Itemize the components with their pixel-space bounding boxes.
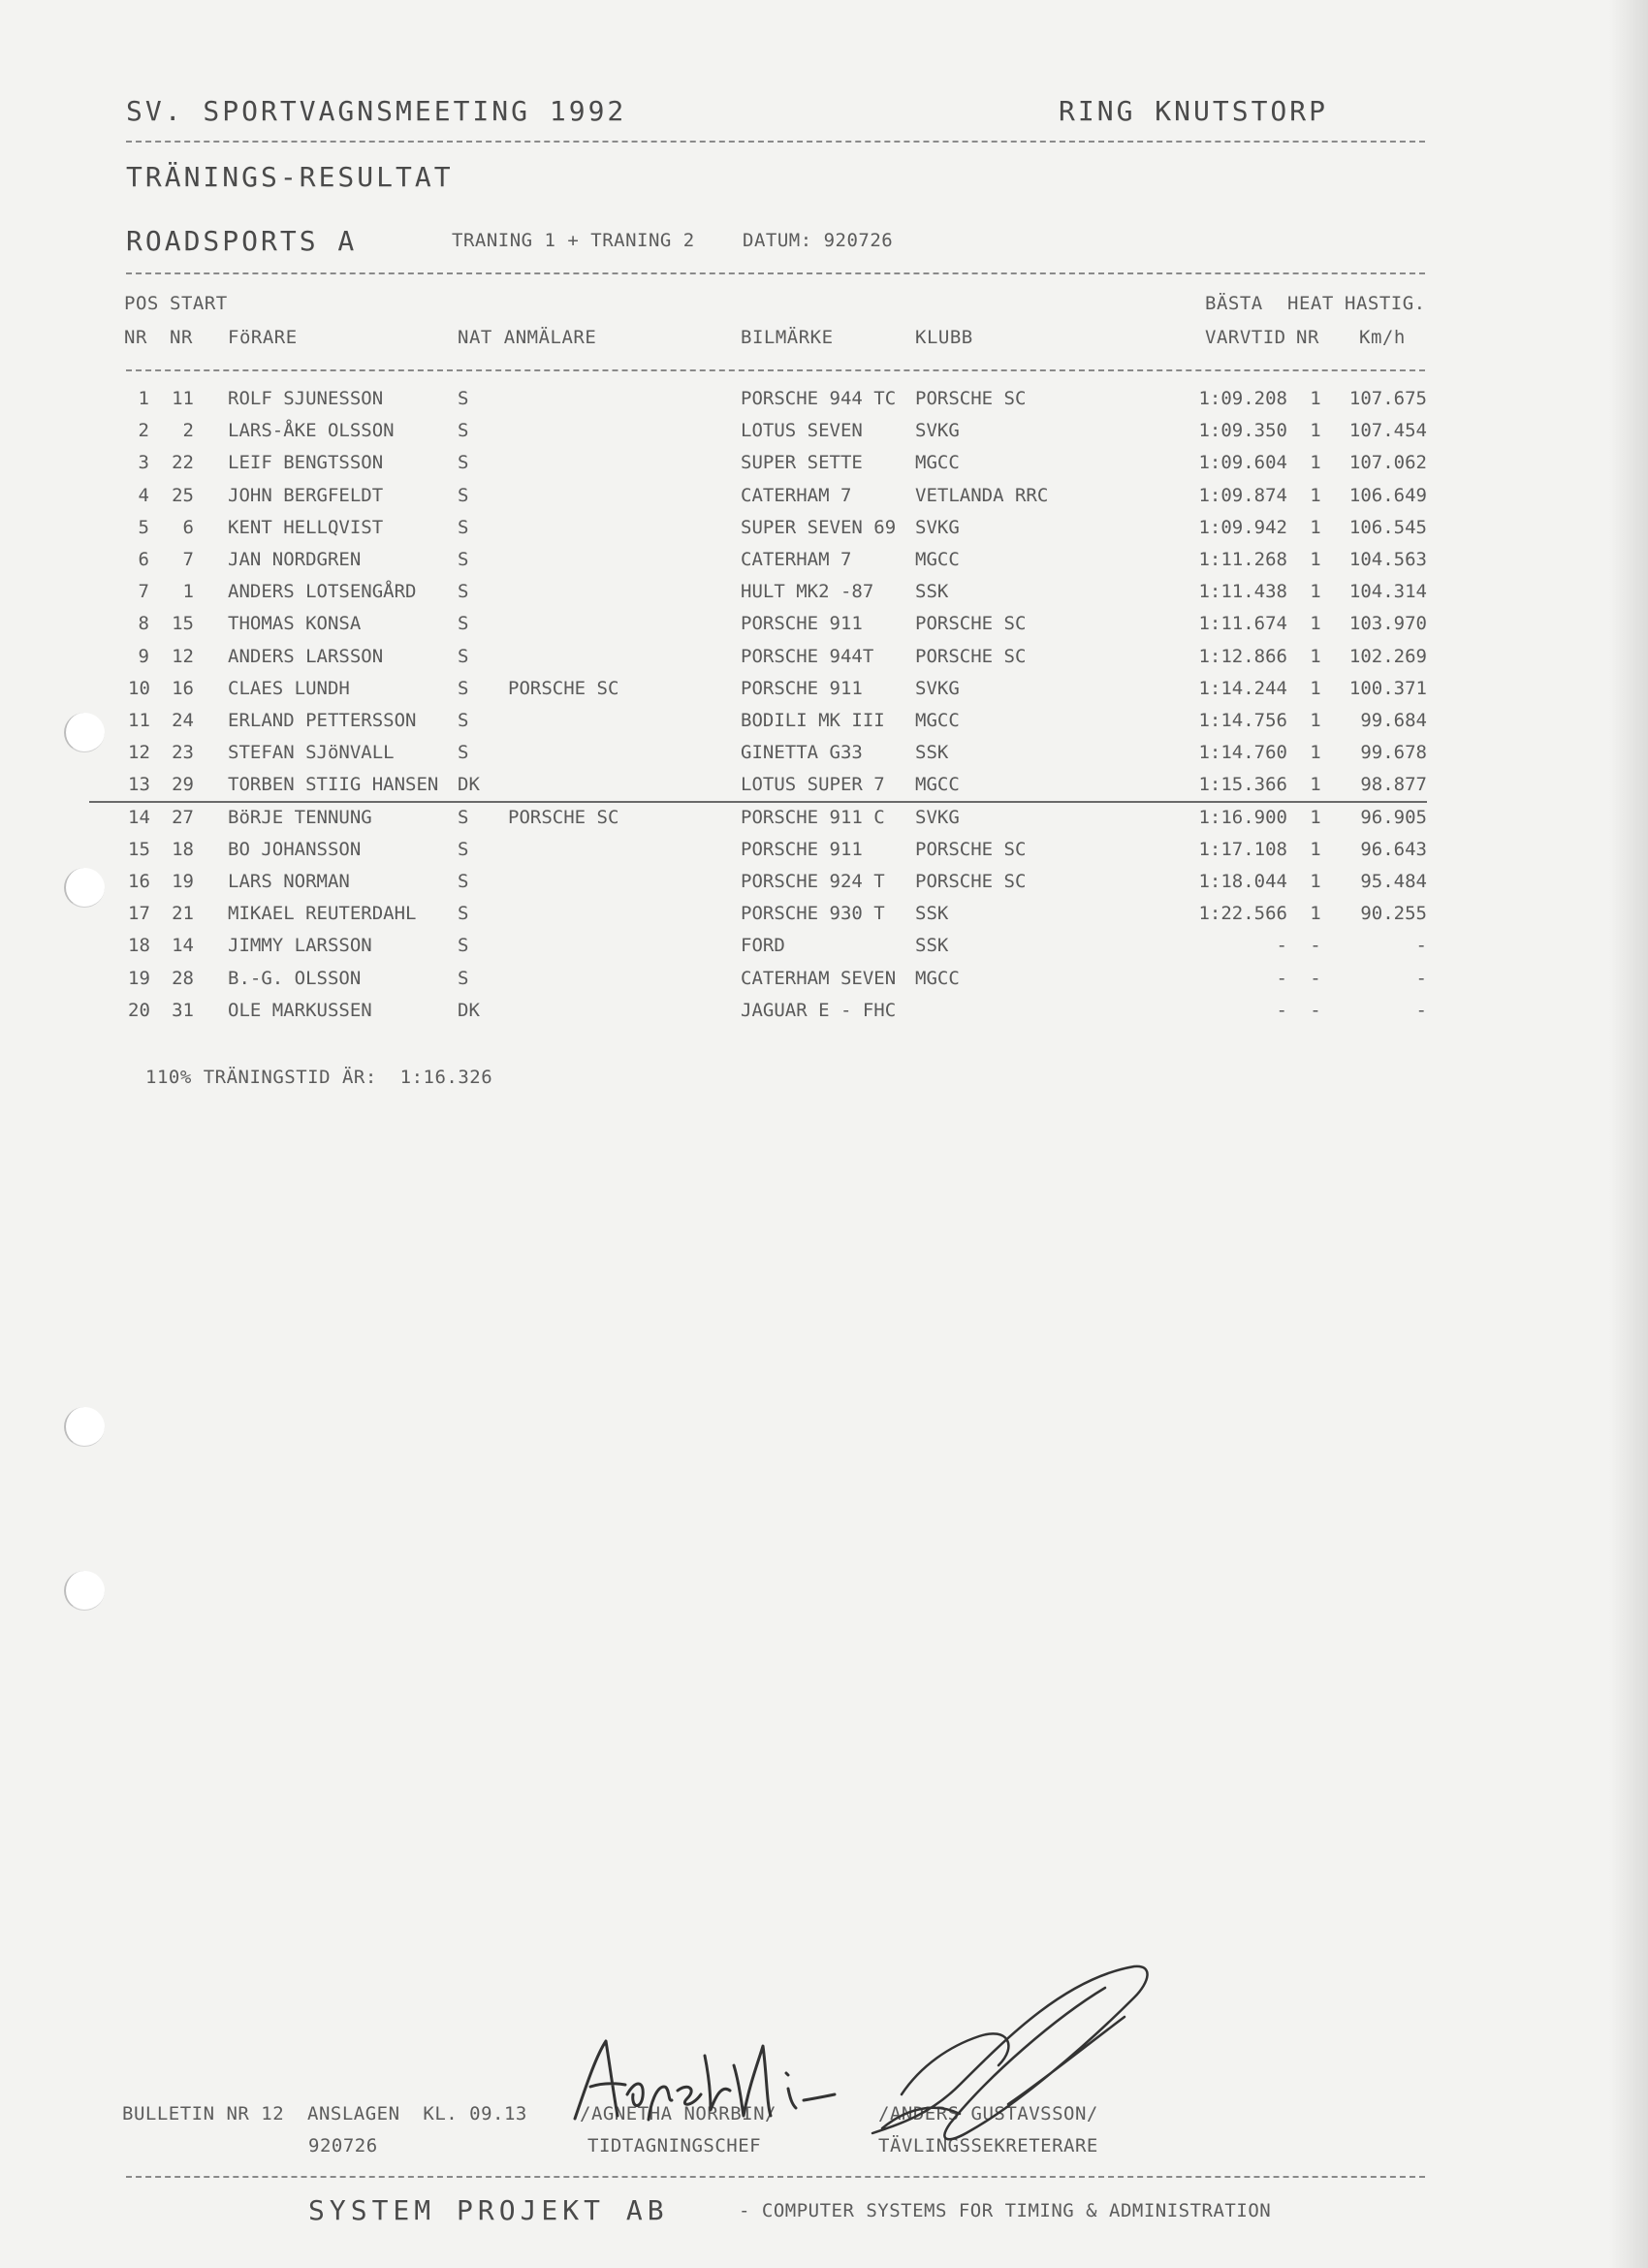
table-row [0, 903, 1648, 932]
heat-cell: 1 [1310, 710, 1321, 731]
best-lap-cell: 1:09.604 [1198, 452, 1287, 474]
start-nr-cell: 29 [172, 774, 194, 796]
col-club: KLUBB [915, 327, 973, 348]
nationality-cell: S [458, 581, 469, 603]
club-cell: PORSCHE SC [915, 613, 1027, 635]
pos-cell: 20 [128, 999, 150, 1021]
pos-cell: 3 [138, 452, 149, 474]
col-start: START [170, 293, 228, 314]
nationality-cell: S [458, 742, 469, 764]
footer-divider [126, 2176, 1425, 2178]
start-nr-cell: 1 [182, 581, 194, 603]
driver-cell: KENT HELLQVIST [228, 516, 384, 538]
club-cell: SSK [915, 903, 949, 925]
speed-cell: 102.269 [1348, 645, 1427, 667]
col-start-nr: NR [170, 327, 193, 348]
heat-cell: 1 [1310, 420, 1321, 442]
driver-cell: LARS NORMAN [228, 871, 350, 892]
best-lap-cell: 1:12.866 [1198, 645, 1287, 667]
car-cell: PORSCHE 924 T [741, 871, 885, 892]
speed-cell: - [1415, 999, 1427, 1021]
table-row [0, 517, 1648, 546]
club-cell: MGCC [915, 967, 960, 989]
best-lap-cell: 1:09.350 [1198, 420, 1287, 442]
col-nat-entrant: NAT ANMÄLARE [458, 327, 597, 348]
heat-cell: 1 [1310, 516, 1321, 538]
start-nr-cell: 23 [172, 742, 194, 764]
heat-cell: 1 [1310, 484, 1321, 506]
heat-cell: 1 [1310, 677, 1321, 699]
heat-cell: 1 [1310, 452, 1321, 474]
club-cell: SSK [915, 581, 949, 603]
nationality-cell: S [458, 549, 469, 570]
driver-cell: ERLAND PETTERSSON [228, 710, 417, 731]
driver-cell: BöRJE TENNUNG [228, 806, 372, 828]
club-cell: MGCC [915, 549, 960, 570]
speed-cell: 106.649 [1348, 484, 1427, 506]
driver-cell: MIKAEL REUTERDAHL [228, 903, 417, 925]
club-cell: PORSCHE SC [915, 838, 1027, 860]
heat-cell: - [1310, 935, 1321, 957]
speed-cell: 107.675 [1348, 388, 1427, 409]
heat-cell: 1 [1310, 838, 1321, 860]
signatory-1-name: /AGNETHA NORRBIN/ [580, 2103, 776, 2124]
header-divider [126, 141, 1425, 143]
driver-cell: LEIF BENGTSSON [228, 452, 384, 474]
best-lap-cell: 1:14.756 [1198, 710, 1287, 731]
col-best: BÄSTA [1205, 293, 1263, 314]
best-lap-cell: 1:09.208 [1198, 388, 1287, 409]
signatory-2-name: /ANDERS GUSTAVSSON/ [878, 2103, 1098, 2124]
best-lap-cell: - [1276, 999, 1287, 1021]
start-nr-cell: 12 [172, 645, 194, 667]
table-row [0, 774, 1648, 803]
table-row [0, 710, 1648, 739]
table-row [0, 935, 1648, 964]
club-cell: SVKG [915, 806, 960, 828]
best-lap-cell: 1:17.108 [1198, 838, 1287, 860]
nationality-cell: S [458, 677, 469, 699]
club-cell: PORSCHE SC [915, 871, 1027, 892]
entrant-cell: PORSCHE SC [508, 677, 619, 699]
nationality-cell: S [458, 935, 469, 957]
car-cell: PORSCHE 930 T [741, 903, 885, 925]
heat-cell: 1 [1310, 806, 1321, 828]
car-cell: PORSCHE 944 TC [741, 388, 897, 409]
start-nr-cell: 15 [172, 613, 194, 635]
heat-cell: 1 [1310, 871, 1321, 892]
car-cell: PORSCHE 944T [741, 645, 874, 667]
driver-cell: JOHN BERGFELDT [228, 484, 384, 506]
heat-cell: 1 [1310, 388, 1321, 409]
driver-cell: ANDERS LOTSENGÅRD [228, 581, 417, 603]
start-nr-cell: 19 [172, 871, 194, 892]
heat-cell: 1 [1310, 903, 1321, 925]
speed-cell: 95.484 [1360, 871, 1427, 892]
car-cell: PORSCHE 911 [741, 838, 863, 860]
heat-cell: - [1310, 999, 1321, 1021]
speed-cell: 99.678 [1360, 742, 1427, 764]
qualification-cutoff-line [89, 801, 1427, 803]
car-cell: LOTUS SUPER 7 [741, 774, 885, 796]
nationality-cell: S [458, 967, 469, 989]
pos-cell: 2 [138, 420, 149, 442]
pos-cell: 18 [128, 935, 150, 957]
company-name: SYSTEM PROJEKT AB [308, 2194, 669, 2226]
speed-cell: 103.970 [1348, 613, 1427, 635]
car-cell: LOTUS SEVEN [741, 420, 863, 442]
club-cell: SVKG [915, 420, 960, 442]
start-nr-cell: 31 [172, 999, 194, 1021]
best-lap-cell: 1:18.044 [1198, 871, 1287, 892]
bulletin-info: BULLETIN NR 12 ANSLAGEN KL. 09.13 [122, 2103, 527, 2124]
table-row [0, 485, 1648, 514]
company-tagline: - COMPUTER SYSTEMS FOR TIMING & ADMINISTRATION [739, 2200, 1272, 2221]
driver-cell: THOMAS KONSA [228, 613, 362, 635]
speed-cell: 90.255 [1360, 903, 1427, 925]
col-heat-nr: NR [1296, 327, 1319, 348]
car-cell: CATERHAM 7 [741, 549, 852, 570]
entrant-cell: PORSCHE SC [508, 806, 619, 828]
club-cell: SVKG [915, 516, 960, 538]
start-nr-cell: 25 [172, 484, 194, 506]
nationality-cell: S [458, 420, 469, 442]
pos-cell: 14 [128, 806, 150, 828]
table-header-divider [126, 369, 1425, 371]
heat-cell: - [1310, 967, 1321, 989]
start-nr-cell: 6 [182, 516, 194, 538]
speed-cell: - [1415, 967, 1427, 989]
pos-cell: 9 [138, 645, 149, 667]
pos-cell: 4 [138, 484, 149, 506]
best-lap-cell: 1:14.244 [1198, 677, 1287, 699]
driver-cell: LARS-ÅKE OLSSON [228, 420, 395, 442]
driver-cell: B.-G. OLSSON [228, 967, 362, 989]
nationality-cell: S [458, 516, 469, 538]
pos-cell: 5 [138, 516, 149, 538]
heat-cell: 1 [1310, 549, 1321, 570]
club-cell: SSK [915, 742, 949, 764]
heat-cell: 1 [1310, 581, 1321, 603]
nationality-cell: S [458, 645, 469, 667]
speed-cell: 100.371 [1348, 677, 1427, 699]
col-pos-nr: NR [124, 327, 147, 348]
best-lap-cell: 1:15.366 [1198, 774, 1287, 796]
speed-cell: 107.454 [1348, 420, 1427, 442]
class-name: ROADSPORTS A [126, 225, 358, 257]
club-cell: PORSCHE SC [915, 388, 1027, 409]
driver-cell: ROLF SJUNESSON [228, 388, 384, 409]
club-cell: MGCC [915, 452, 960, 474]
nationality-cell: S [458, 710, 469, 731]
best-lap-cell: 1:11.438 [1198, 581, 1287, 603]
table-row [0, 452, 1648, 481]
best-lap-cell: 1:16.900 [1198, 806, 1287, 828]
punch-hole [64, 1571, 105, 1611]
driver-cell: TORBEN STIIG HANSEN [228, 774, 439, 796]
speed-cell: 107.062 [1348, 452, 1427, 474]
class-divider [126, 272, 1425, 274]
table-row [0, 742, 1648, 771]
club-cell: VETLANDA RRC [915, 484, 1049, 506]
start-nr-cell: 2 [182, 420, 194, 442]
driver-cell: ANDERS LARSSON [228, 645, 384, 667]
start-nr-cell: 7 [182, 549, 194, 570]
col-best-laptime: VARVTID [1205, 327, 1286, 348]
car-cell: PORSCHE 911 [741, 613, 863, 635]
speed-cell: - [1415, 935, 1427, 957]
nationality-cell: S [458, 838, 469, 860]
table-row [0, 678, 1648, 707]
heat-cell: 1 [1310, 613, 1321, 635]
best-lap-cell: 1:09.942 [1198, 516, 1287, 538]
car-cell: SUPER SEVEN 69 [741, 516, 897, 538]
car-cell: SUPER SETTE [741, 452, 863, 474]
start-nr-cell: 21 [172, 903, 194, 925]
col-driver: FöRARE [228, 327, 298, 348]
driver-cell: BO JOHANSSON [228, 838, 362, 860]
table-row [0, 388, 1648, 417]
driver-cell: JIMMY LARSSON [228, 935, 372, 957]
col-pos: POS [124, 293, 159, 314]
col-speed: HASTIG. [1345, 293, 1426, 314]
club-cell: MGCC [915, 710, 960, 731]
table-row [0, 871, 1648, 900]
nationality-cell: DK [458, 999, 480, 1021]
car-cell: CATERHAM SEVEN [741, 967, 897, 989]
car-cell: JAGUAR E - FHC [741, 999, 897, 1021]
car-cell: CATERHAM 7 [741, 484, 852, 506]
start-nr-cell: 22 [172, 452, 194, 474]
signatory-1-title: TIDTAGNINGSCHEF [587, 2135, 762, 2156]
driver-cell: STEFAN SJöNVALL [228, 742, 395, 764]
car-cell: HULT MK2 -87 [741, 581, 874, 603]
signature-anders [843, 1959, 1173, 2153]
car-cell: PORSCHE 911 C [741, 806, 885, 828]
start-nr-cell: 18 [172, 838, 194, 860]
punch-hole [64, 1407, 105, 1447]
table-row [0, 839, 1648, 868]
pos-cell: 11 [128, 710, 150, 731]
table-row [0, 807, 1648, 836]
table-row [0, 968, 1648, 997]
club-cell: MGCC [915, 774, 960, 796]
best-lap-cell: 1:14.760 [1198, 742, 1287, 764]
heat-cell: 1 [1310, 742, 1321, 764]
club-cell: SSK [915, 935, 949, 957]
col-heat: HEAT [1287, 293, 1334, 314]
qualifying-time-note: 110% TRÄNINGSTID ÄR: 1:16.326 [145, 1067, 493, 1088]
speed-cell: 99.684 [1360, 710, 1427, 731]
driver-cell: CLAES LUNDH [228, 677, 350, 699]
pos-cell: 6 [138, 549, 149, 570]
start-nr-cell: 27 [172, 806, 194, 828]
best-lap-cell: 1:11.268 [1198, 549, 1287, 570]
document-type: TRÄNINGS-RESULTAT [126, 161, 454, 193]
signatory-2-title: TÄVLINGSSEKRETERARE [878, 2135, 1098, 2156]
pos-cell: 12 [128, 742, 150, 764]
date-label: DATUM: 920726 [743, 230, 894, 251]
pos-cell: 15 [128, 838, 150, 860]
heat-cell: 1 [1310, 774, 1321, 796]
speed-cell: 106.545 [1348, 516, 1427, 538]
nationality-cell: S [458, 613, 469, 635]
table-row [0, 613, 1648, 642]
table-row [0, 420, 1648, 449]
car-cell: PORSCHE 911 [741, 677, 863, 699]
pos-cell: 10 [128, 677, 150, 699]
club-cell: SVKG [915, 677, 960, 699]
speed-cell: 104.563 [1348, 549, 1427, 570]
heat-cell: 1 [1310, 645, 1321, 667]
car-cell: BODILI MK III [741, 710, 885, 731]
sessions-label: TRANING 1 + TRANING 2 [452, 230, 695, 251]
start-nr-cell: 11 [172, 388, 194, 409]
pos-cell: 13 [128, 774, 150, 796]
table-row [0, 549, 1648, 578]
pos-cell: 16 [128, 871, 150, 892]
speed-cell: 98.877 [1360, 774, 1427, 796]
nationality-cell: S [458, 871, 469, 892]
pos-cell: 1 [138, 388, 149, 409]
event-title: SV. SPORTVAGNSMEETING 1992 [126, 95, 627, 127]
pos-cell: 17 [128, 903, 150, 925]
pos-cell: 8 [138, 613, 149, 635]
club-cell: PORSCHE SC [915, 645, 1027, 667]
pos-cell: 19 [128, 967, 150, 989]
speed-cell: 104.314 [1348, 581, 1427, 603]
venue-title: RING KNUTSTORP [1059, 95, 1329, 127]
page-edge-shadow [1609, 0, 1648, 2268]
speed-cell: 96.643 [1360, 838, 1427, 860]
driver-cell: JAN NORDGREN [228, 549, 362, 570]
best-lap-cell: - [1276, 967, 1287, 989]
speed-cell: 96.905 [1360, 806, 1427, 828]
best-lap-cell: - [1276, 935, 1287, 957]
table-row [0, 581, 1648, 610]
car-cell: FORD [741, 935, 785, 957]
nationality-cell: S [458, 903, 469, 925]
nationality-cell: S [458, 484, 469, 506]
nationality-cell: DK [458, 774, 480, 796]
col-car: BILMÄRKE [741, 327, 834, 348]
driver-cell: OLE MARKUSSEN [228, 999, 372, 1021]
nationality-cell: S [458, 452, 469, 474]
start-nr-cell: 24 [172, 710, 194, 731]
best-lap-cell: 1:09.874 [1198, 484, 1287, 506]
bulletin-date: 920726 [308, 2135, 378, 2156]
table-row [0, 646, 1648, 675]
col-speed-unit: Km/h [1359, 327, 1406, 348]
best-lap-cell: 1:22.566 [1198, 903, 1287, 925]
start-nr-cell: 14 [172, 935, 194, 957]
start-nr-cell: 16 [172, 677, 194, 699]
nationality-cell: S [458, 806, 469, 828]
best-lap-cell: 1:11.674 [1198, 613, 1287, 635]
start-nr-cell: 28 [172, 967, 194, 989]
pos-cell: 7 [138, 581, 149, 603]
nationality-cell: S [458, 388, 469, 409]
car-cell: GINETTA G33 [741, 742, 863, 764]
table-row [0, 1000, 1648, 1029]
